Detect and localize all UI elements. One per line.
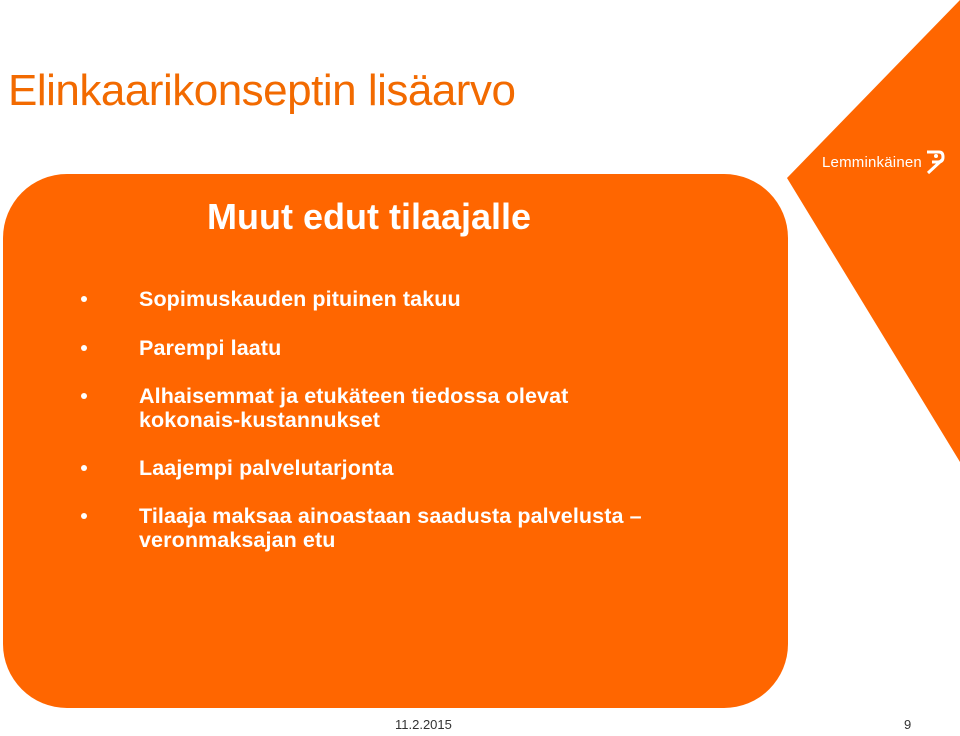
logo-text: Lemminkäinen xyxy=(822,153,922,171)
company-logo xyxy=(822,148,946,176)
lemminkainen-logo-mark-icon xyxy=(924,148,946,176)
bullet-text: Sopimuskauden pituinen takuu xyxy=(139,287,461,311)
page-number: 9 xyxy=(904,717,912,732)
slide-title: Elinkaarikonseptin lisäarvo xyxy=(8,66,516,115)
bullet-text: Tilaaja maksaa ainoastaan saadusta palvelusta – veronmaksajan etu xyxy=(139,504,642,552)
bullet-dot-icon xyxy=(81,296,87,302)
corner-decoration-shape xyxy=(787,0,960,462)
box-heading: Muut edut tilaajalle xyxy=(207,196,532,237)
bullet-dot-icon xyxy=(81,513,87,519)
bullet-text: Parempi laatu xyxy=(139,336,282,360)
footer-date: 11.2.2015 xyxy=(395,717,452,732)
bullet-dot-icon xyxy=(81,465,87,471)
bullet-text: Laajempi palvelutarjonta xyxy=(139,456,394,480)
bullet-dot-icon xyxy=(81,345,87,351)
bullet-text: Alhaisemmat ja etukäteen tiedossa olevat kokonais-kustannukset xyxy=(139,384,569,432)
bullet-dot-icon xyxy=(81,393,87,399)
content-box xyxy=(3,174,788,708)
